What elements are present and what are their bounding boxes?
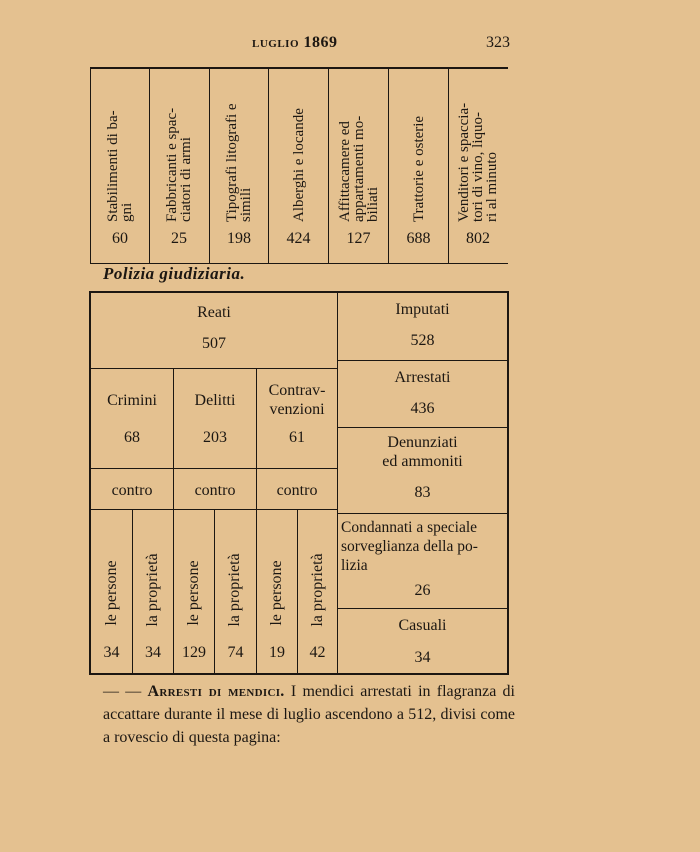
paragraph-text: I mendici arrestati in flagranza di accattare durante il mese di luglio ascendono a 512, divisi come a rovescio di questa pagina: [103,683,516,746]
subcategory-value: 129 [182,644,206,661]
imputati-label: Imputati [395,301,450,318]
column-header: Venditori e spaccia- tori di vino, liquo- ri al minuto [456,102,500,222]
divider [91,468,337,469]
subcategory-label: le persone [185,560,202,626]
column-value: 25 [171,230,187,247]
police-table [89,291,509,675]
section-title: Polizia giudiziaria. [103,264,246,283]
table-column [329,69,389,263]
subcategory-label: le persone [268,560,285,626]
column-value: 802 [466,230,490,247]
table-column [449,69,507,263]
casuali-value: 34 [414,649,431,666]
divider [338,608,507,609]
column-header: Tipografi litografi e simili [224,103,254,222]
column-header: Trattorie e osterie [410,115,427,222]
subcategory-value: 34 [103,644,120,661]
subcategory-value: 34 [145,644,161,661]
reati-value: 507 [202,335,226,352]
subcategory-value: 42 [309,644,326,661]
running-head-month: luglio 1869 [252,34,338,51]
subcategory-label: la proprietà [144,553,161,627]
contro-label: contro [111,482,153,499]
paragraph-heading: Arresti di mendici. [147,683,285,700]
subcategory-label: le persone [103,560,120,626]
category-label: Delitti [194,392,236,409]
category-value: 68 [124,429,140,446]
establishments-table [90,67,508,264]
table-column [149,69,210,263]
contro-label: contro [276,482,318,499]
table-column [210,69,269,263]
table-column [90,69,150,263]
reati-label: Reati [197,304,231,321]
subcategory-label: la proprietà [309,553,326,627]
column-header: Alberghi e locande [290,108,307,222]
category-label: Contrav- venzioni [268,382,326,418]
column-value: 688 [406,230,431,247]
column-value: 60 [112,230,128,247]
body-paragraph [103,680,515,749]
condannati-value: 26 [414,582,431,599]
contro-label: contro [194,482,236,499]
column-header: Fabbricanti e spac- ciatori di armi [164,107,194,222]
subcategory-value: 19 [269,644,285,661]
divider [338,360,507,361]
column-value: 198 [227,230,251,247]
casuali-label: Casuali [398,617,447,634]
table-column [389,69,449,263]
category-value: 203 [203,429,227,446]
arrestati-value: 436 [410,400,435,417]
column-header: Affittacamere ed appartamenti mo- biliati [336,115,381,222]
imputati-value: 528 [410,332,435,349]
em-dash: — — [103,683,142,700]
column-value: 424 [286,230,311,247]
subcategory-label: la proprietà [226,553,243,627]
divider [338,427,507,428]
page-number: 323 [486,34,510,51]
denunziati-value: 83 [414,484,431,501]
arrestati-label: Arrestati [394,369,451,386]
running-head [90,34,510,54]
divider [338,513,507,514]
condannati-label: Condannati a speciale sorveglianza della po- lizia [341,519,478,574]
subcategory-value: 74 [227,644,244,661]
category-label: Crimini [107,392,157,409]
denunziati-label: Denunziati ed ammoniti [382,434,463,470]
divider [91,368,337,369]
table-column [269,69,329,263]
category-value: 61 [289,429,305,446]
column-header: Stabilimenti di ba- gni [105,110,135,222]
column-value: 127 [346,230,371,247]
